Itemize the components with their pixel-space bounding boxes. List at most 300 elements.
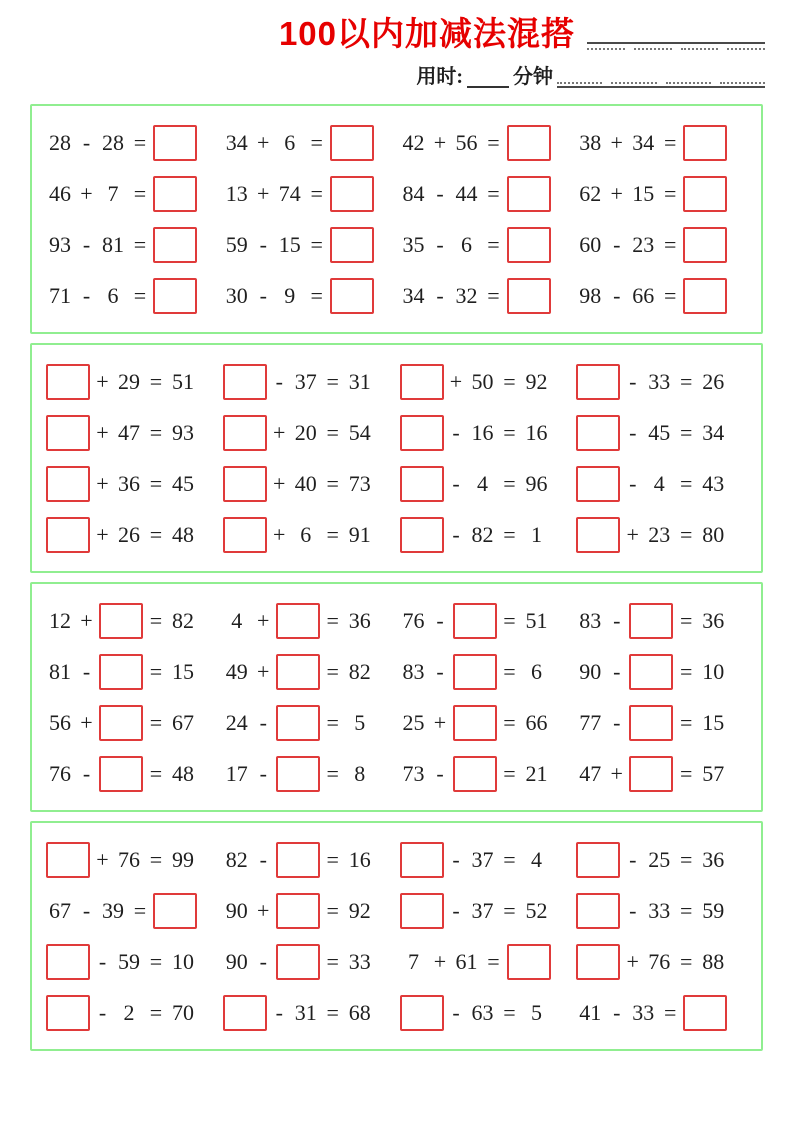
equals-sign: = <box>310 129 323 155</box>
math-problem <box>576 995 753 1031</box>
operand: 33 <box>632 999 655 1025</box>
operand: 15 <box>702 709 725 735</box>
answer-box[interactable] <box>46 415 90 451</box>
answer-box[interactable] <box>276 756 320 792</box>
operator: + <box>257 658 270 684</box>
operand: 60 <box>579 231 602 257</box>
answer-box[interactable] <box>629 756 673 792</box>
operand: 48 <box>172 521 194 547</box>
operator: - <box>629 368 637 394</box>
problem-sections <box>0 104 793 1051</box>
operand: 29 <box>118 368 140 394</box>
math-problem <box>46 756 223 792</box>
operand: 33 <box>648 897 671 923</box>
math-problem <box>400 517 577 553</box>
answer-box[interactable] <box>400 466 444 502</box>
operand: 76 <box>402 607 425 633</box>
answer-box[interactable] <box>99 705 143 741</box>
math-problem <box>46 654 223 690</box>
operand: 82 <box>471 521 494 547</box>
operator: + <box>96 419 109 445</box>
math-problem <box>46 944 223 980</box>
operand: 76 <box>118 846 140 872</box>
operand: 96 <box>525 470 548 496</box>
math-problem <box>400 995 577 1031</box>
operand: 23 <box>648 521 671 547</box>
operator: + <box>610 760 623 786</box>
math-problem <box>46 278 223 314</box>
answer-box[interactable] <box>223 415 267 451</box>
operand: 63 <box>471 999 494 1025</box>
math-problem <box>223 756 400 792</box>
operator: - <box>82 760 91 786</box>
operand: 56 <box>49 709 71 735</box>
math-problem <box>223 176 400 212</box>
operand: 54 <box>348 419 371 445</box>
math-problem <box>576 125 753 161</box>
math-problem <box>223 466 400 502</box>
math-problem <box>46 603 223 639</box>
equals-sign: = <box>326 470 339 496</box>
operand: 46 <box>49 180 71 206</box>
answer-box[interactable] <box>46 517 90 553</box>
answer-box[interactable] <box>223 995 267 1031</box>
operand: 99 <box>172 846 194 872</box>
math-problem <box>223 415 400 451</box>
operand: 67 <box>49 897 71 923</box>
operand: 37 <box>471 897 494 923</box>
operand: 37 <box>471 846 494 872</box>
operand: 45 <box>172 470 194 496</box>
page-title: 100以内加减法混搭 <box>278 15 575 52</box>
operator: + <box>433 709 447 735</box>
math-problem <box>223 364 400 400</box>
operand: 4 <box>531 846 542 872</box>
answer-box[interactable] <box>400 842 444 878</box>
operator: - <box>82 231 91 257</box>
operand: 80 <box>702 521 725 547</box>
operand: 68 <box>348 999 371 1025</box>
operator: - <box>436 282 444 308</box>
operand: 10 <box>702 658 725 684</box>
math-problem <box>46 227 223 263</box>
answer-box[interactable] <box>453 603 497 639</box>
equals-sign: = <box>149 607 163 633</box>
answer-box[interactable] <box>276 842 320 878</box>
operand: 82 <box>225 846 248 872</box>
equals-sign: = <box>680 897 693 923</box>
math-problem <box>223 517 400 553</box>
answer-box[interactable] <box>330 176 374 212</box>
answer-box[interactable] <box>153 278 197 314</box>
answer-box[interactable] <box>276 603 320 639</box>
operand: 1 <box>531 521 542 547</box>
math-problem <box>223 995 400 1031</box>
operand: 98 <box>579 282 602 308</box>
dotted-guideline <box>557 82 765 84</box>
operator: - <box>436 231 444 257</box>
operator: + <box>433 948 447 974</box>
operator: - <box>82 282 91 308</box>
equals-sign: = <box>680 846 693 872</box>
math-problem <box>576 603 753 639</box>
math-problem <box>576 278 753 314</box>
operator: + <box>96 521 109 547</box>
name-underline <box>587 42 765 44</box>
math-problem <box>576 176 753 212</box>
answer-box[interactable] <box>507 176 551 212</box>
math-problem <box>223 944 400 980</box>
operand: 47 <box>118 419 140 445</box>
operand: 90 <box>225 897 248 923</box>
operator: + <box>257 607 270 633</box>
answer-box[interactable] <box>99 603 143 639</box>
equals-sign: = <box>664 129 677 155</box>
operator: - <box>613 231 621 257</box>
equals-sign: = <box>310 231 323 257</box>
equals-sign: = <box>149 470 163 496</box>
answer-box[interactable] <box>400 364 444 400</box>
math-problem <box>576 893 753 929</box>
math-problem <box>223 705 400 741</box>
math-problem <box>576 705 753 741</box>
answer-box[interactable] <box>153 227 197 263</box>
operator: + <box>449 368 463 394</box>
answer-box[interactable] <box>683 176 727 212</box>
operand: 81 <box>102 231 124 257</box>
math-problem <box>223 603 400 639</box>
math-problem <box>223 227 400 263</box>
operand: 10 <box>172 948 194 974</box>
equals-sign: = <box>503 999 516 1025</box>
operand: 16 <box>525 419 548 445</box>
operator: - <box>436 180 444 206</box>
name-writing-line[interactable] <box>587 42 765 50</box>
time-label: 用时: <box>416 66 463 89</box>
math-problem <box>576 944 753 980</box>
equals-sign: = <box>149 658 163 684</box>
answer-box[interactable] <box>400 893 444 929</box>
answer-box[interactable] <box>330 278 374 314</box>
time-row <box>416 66 765 88</box>
equals-sign: = <box>133 180 147 206</box>
answer-box[interactable] <box>507 278 551 314</box>
answer-box[interactable] <box>330 125 374 161</box>
operand: 71 <box>49 282 71 308</box>
math-problem <box>400 278 577 314</box>
operator: + <box>273 419 286 445</box>
operand: 23 <box>632 231 655 257</box>
operator: + <box>257 897 270 923</box>
answer-box[interactable] <box>46 995 90 1031</box>
math-problem <box>46 466 223 502</box>
math-problem <box>576 654 753 690</box>
equals-sign: = <box>149 521 163 547</box>
equals-sign: = <box>680 658 693 684</box>
operator: + <box>610 180 623 206</box>
answer-box[interactable] <box>46 364 90 400</box>
answer-box[interactable] <box>453 756 497 792</box>
dotted-guideline <box>587 48 765 50</box>
equals-sign: = <box>487 282 500 308</box>
operand: 36 <box>118 470 140 496</box>
operator: + <box>626 948 639 974</box>
operator: + <box>257 180 270 206</box>
operand: 4 <box>477 470 488 496</box>
answer-box[interactable] <box>46 466 90 502</box>
operand: 76 <box>648 948 671 974</box>
math-problem <box>400 227 577 263</box>
operand: 40 <box>294 470 317 496</box>
answer-box[interactable] <box>683 227 727 263</box>
header <box>279 16 765 52</box>
math-problem <box>46 125 223 161</box>
operand: 81 <box>49 658 71 684</box>
equals-sign: = <box>326 607 339 633</box>
operand: 4 <box>231 607 243 633</box>
answer-box[interactable] <box>153 176 197 212</box>
operand: 5 <box>531 999 542 1025</box>
math-problem <box>46 705 223 741</box>
math-problem <box>400 944 577 980</box>
answer-box[interactable] <box>683 278 727 314</box>
operand: 28 <box>102 129 124 155</box>
operand: 6 <box>300 521 312 547</box>
operand: 57 <box>702 760 725 786</box>
operand: 12 <box>49 607 71 633</box>
operator: - <box>259 231 267 257</box>
answer-box[interactable] <box>223 466 267 502</box>
answer-box[interactable] <box>629 603 673 639</box>
operator: - <box>452 521 460 547</box>
operator: - <box>82 658 91 684</box>
equals-sign: = <box>680 521 693 547</box>
operand: 4 <box>653 470 665 496</box>
operand: 88 <box>702 948 725 974</box>
operand: 13 <box>225 180 248 206</box>
operator: + <box>626 521 639 547</box>
equals-sign: = <box>503 709 516 735</box>
answer-box[interactable] <box>153 893 197 929</box>
operand: 66 <box>525 709 548 735</box>
answer-box[interactable] <box>629 705 673 741</box>
math-problem <box>46 842 223 878</box>
equals-sign: = <box>149 999 163 1025</box>
math-problem <box>400 756 577 792</box>
operator: + <box>80 607 93 633</box>
operand: 91 <box>348 521 371 547</box>
operator: - <box>98 999 107 1025</box>
operand: 36 <box>702 846 725 872</box>
equals-sign: = <box>149 709 163 735</box>
answer-box[interactable] <box>46 842 90 878</box>
equals-sign: = <box>326 999 339 1025</box>
answer-box[interactable] <box>576 842 620 878</box>
operator: - <box>629 897 637 923</box>
equals-sign: = <box>503 419 516 445</box>
operand: 31 <box>348 368 371 394</box>
operand: 6 <box>284 129 296 155</box>
operand: 51 <box>172 368 194 394</box>
math-problem <box>400 176 577 212</box>
equals-sign: = <box>326 709 339 735</box>
answer-box[interactable] <box>46 944 90 980</box>
answer-box[interactable] <box>400 517 444 553</box>
answer-box[interactable] <box>99 756 143 792</box>
answer-box[interactable] <box>99 654 143 690</box>
operator: - <box>436 760 444 786</box>
operator: - <box>82 897 91 923</box>
math-problem <box>576 364 753 400</box>
equals-sign: = <box>326 846 339 872</box>
math-problem <box>223 654 400 690</box>
answer-box[interactable] <box>276 654 320 690</box>
math-problem <box>223 893 400 929</box>
answer-box[interactable] <box>576 466 620 502</box>
problem-section-1 <box>30 104 763 334</box>
answer-box[interactable] <box>576 517 620 553</box>
operator: + <box>273 470 286 496</box>
operator: - <box>613 658 621 684</box>
answer-box[interactable] <box>330 227 374 263</box>
operator: - <box>259 282 267 308</box>
operand: 74 <box>278 180 301 206</box>
answer-box[interactable] <box>453 654 497 690</box>
operator: - <box>259 760 267 786</box>
equals-sign: = <box>680 760 693 786</box>
answer-box[interactable] <box>453 705 497 741</box>
equals-sign: = <box>133 231 147 257</box>
answer-box[interactable] <box>276 893 320 929</box>
operator: - <box>452 419 460 445</box>
equals-sign: = <box>487 180 500 206</box>
operand: 28 <box>49 129 71 155</box>
operand: 6 <box>461 231 472 257</box>
operand: 8 <box>354 760 366 786</box>
operator: - <box>436 658 444 684</box>
math-problem <box>223 842 400 878</box>
answer-box[interactable] <box>400 415 444 451</box>
equals-sign: = <box>503 368 516 394</box>
answer-box[interactable] <box>223 517 267 553</box>
math-problem <box>400 364 577 400</box>
operand: 30 <box>225 282 248 308</box>
operand: 33 <box>348 948 371 974</box>
equals-sign: = <box>326 521 339 547</box>
operand: 67 <box>172 709 194 735</box>
math-problem <box>46 517 223 553</box>
operator: - <box>259 846 267 872</box>
time-writing-line[interactable] <box>557 82 765 88</box>
operand: 61 <box>455 948 478 974</box>
equals-sign: = <box>503 760 516 786</box>
operand: 2 <box>123 999 135 1025</box>
operand: 93 <box>49 231 71 257</box>
time-blank-field[interactable] <box>467 68 509 88</box>
equals-sign: = <box>487 231 500 257</box>
equals-sign: = <box>680 419 693 445</box>
equals-sign: = <box>326 419 339 445</box>
time-underline <box>557 86 765 88</box>
operator: - <box>259 709 267 735</box>
operand: 38 <box>579 129 602 155</box>
equals-sign: = <box>664 999 677 1025</box>
equals-sign: = <box>326 368 339 394</box>
operand: 36 <box>348 607 371 633</box>
operand: 36 <box>702 607 725 633</box>
equals-sign: = <box>326 897 339 923</box>
answer-box[interactable] <box>683 125 727 161</box>
operator: + <box>96 368 109 394</box>
operand: 31 <box>294 999 317 1025</box>
operand: 90 <box>579 658 602 684</box>
math-problem <box>400 603 577 639</box>
operand: 26 <box>118 521 140 547</box>
operand: 47 <box>579 760 602 786</box>
answer-box[interactable] <box>223 364 267 400</box>
operand: 39 <box>102 897 124 923</box>
equals-sign: = <box>310 282 323 308</box>
math-problem <box>223 278 400 314</box>
operand: 15 <box>278 231 301 257</box>
equals-sign: = <box>326 658 339 684</box>
operand: 48 <box>172 760 194 786</box>
math-problem <box>400 654 577 690</box>
operator: - <box>452 897 460 923</box>
answer-box[interactable] <box>683 995 727 1031</box>
operand: 70 <box>172 999 194 1025</box>
answer-box[interactable] <box>576 944 620 980</box>
operator: - <box>82 129 91 155</box>
operand: 59 <box>702 897 725 923</box>
operand: 82 <box>172 607 194 633</box>
problem-section-4 <box>30 821 763 1051</box>
answer-box[interactable] <box>507 227 551 263</box>
math-problem <box>400 705 577 741</box>
operand: 93 <box>172 419 194 445</box>
answer-box[interactable] <box>153 125 197 161</box>
operator: - <box>452 470 460 496</box>
answer-box[interactable] <box>576 364 620 400</box>
operand: 73 <box>402 760 425 786</box>
math-problem <box>576 756 753 792</box>
math-problem <box>400 466 577 502</box>
answer-box[interactable] <box>507 944 551 980</box>
operator: - <box>275 999 283 1025</box>
answer-box[interactable] <box>576 415 620 451</box>
equals-sign: = <box>503 897 516 923</box>
operator: - <box>98 948 107 974</box>
answer-box[interactable] <box>576 893 620 929</box>
operand: 66 <box>632 282 655 308</box>
operand: 32 <box>455 282 478 308</box>
answer-box[interactable] <box>629 654 673 690</box>
answer-box[interactable] <box>507 125 551 161</box>
operand: 7 <box>107 180 119 206</box>
answer-box[interactable] <box>276 944 320 980</box>
equals-sign: = <box>503 521 516 547</box>
equals-sign: = <box>133 129 147 155</box>
operand: 44 <box>455 180 478 206</box>
answer-box[interactable] <box>400 995 444 1031</box>
problem-section-3 <box>30 582 763 812</box>
answer-box[interactable] <box>276 705 320 741</box>
equals-sign: = <box>326 760 339 786</box>
equals-sign: = <box>326 948 339 974</box>
operand: 56 <box>455 129 478 155</box>
operand: 83 <box>579 607 602 633</box>
equals-sign: = <box>149 846 163 872</box>
